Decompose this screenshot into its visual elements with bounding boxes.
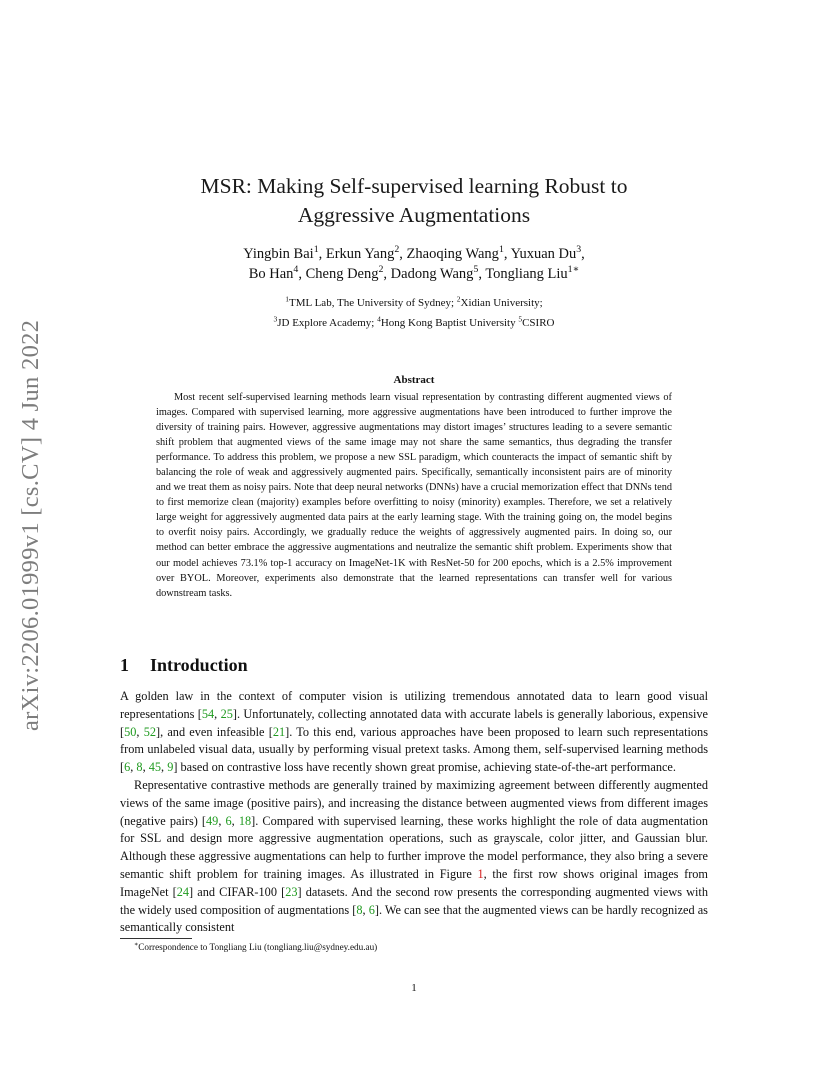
affiliation: CSIRO	[522, 317, 555, 329]
section-number: 1	[120, 655, 129, 675]
author-affil-mark: 3	[576, 244, 582, 256]
affiliation: JD Explore Academy;	[277, 317, 375, 329]
citation-link[interactable]: 9	[167, 760, 174, 775]
author-affil-mark: 4	[293, 264, 299, 276]
author-affil-mark: 5	[473, 264, 479, 276]
text-run: ,	[161, 760, 168, 775]
author-name: Zhaoqing Wang	[406, 246, 499, 262]
footnote-mark: ∗	[134, 940, 139, 948]
figure-ref-link[interactable]: 1	[477, 866, 484, 881]
arxiv-side-stamp: arXiv:2206.01999v1 [cs.CV] 4 Jun 2022	[17, 319, 44, 731]
author-line-1: Yingbin Bai$^1$, Erkun Yang$^2$, Zhaoqing Wang$^1$, Yuxuan Du$^3$,	[243, 244, 585, 262]
text-run: ] based on contrastive loss have recently shown great promise, achieving state-of-the-art performance.	[173, 760, 676, 775]
author-name: Erkun Yang	[325, 246, 395, 262]
citation-link[interactable]: 6	[225, 813, 232, 828]
citation-link[interactable]: 8	[356, 902, 363, 917]
text-run: ,	[231, 813, 239, 828]
citation-link[interactable]: 52	[143, 724, 156, 739]
paragraph	[120, 777, 708, 937]
citation-link[interactable]: 25	[220, 706, 233, 721]
page-number: 1	[411, 982, 417, 994]
citation-link[interactable]: 6	[124, 760, 131, 775]
citation-link[interactable]: 24	[176, 884, 190, 899]
author-name: Cheng Deng	[305, 266, 379, 282]
title-line-2: Aggressive Augmentations	[297, 203, 531, 227]
citation-link[interactable]: 8	[136, 760, 143, 775]
text-run: ]. To this end, various approaches have been proposed to learn such representations from unlabeled visual data, usually by performing visual pretext tasks. Among them, self-supervised learning methods [	[120, 724, 708, 775]
author-name: Yingbin Bai	[243, 246, 314, 262]
text-run: ], and even infeasible [	[155, 724, 273, 739]
citation-link[interactable]: 54	[201, 706, 215, 721]
text-run: ]. Compared with supervised learning, these works highlight the role of data augmentation for SSL and design more aggressive augmentation operations, such as grayscale, color jitter, and Gaussian blur. Although these aggressive augmentations can help to further improve the model performance, they also bring a severe semantic shift problem for training images. As illustrated in Figure	[120, 813, 708, 881]
footnote	[134, 942, 377, 952]
citation-link[interactable]: 45	[148, 760, 162, 775]
section-title: Introduction	[150, 655, 248, 675]
paragraph	[120, 688, 708, 777]
abstract-heading: Abstract	[393, 374, 435, 386]
affiliations	[120, 293, 708, 333]
text-run: ,	[130, 760, 137, 775]
author-name: Dadong Wang	[390, 266, 474, 282]
text-run: ] and CIFAR-100 [	[189, 884, 286, 899]
text-run: A golden law in the context of computer vision is utilizing tremendous annotated data to learn good visual representations [	[120, 689, 708, 721]
paper-title	[120, 172, 708, 230]
citation-link[interactable]: 49	[206, 813, 219, 828]
text-run: ]. Unfortunately, collecting annotated data with accurate labels is generally laborious, expensive [	[120, 706, 709, 739]
text-run: Representative contrastive methods are generally trained by maximizing agreement between differently augmented views of the same image (positive pairs), and increasing the distance between augmented views from different images (negative pairs) [	[120, 777, 708, 828]
text-run: , the first row shows original images from ImageNet [	[120, 866, 708, 899]
title-line-1: MSR: Making Self-supervised learning Robust to	[200, 174, 628, 198]
text-run: ,	[142, 760, 149, 775]
citation-link[interactable]: 21	[272, 724, 286, 739]
footnote-rule	[120, 938, 192, 939]
text-run: ,	[136, 724, 144, 739]
abstract-body: Most recent self-supervised learning methods learn visual representation by contrasting different augmented views of images. Compared with supervised learning, more aggressive augmentations have been introduced to further improve the diversity of training pairs. However, aggressive augmentations may distort images’ structures leading to a severe semantic shift problem that augmented views of the same image may not share the same semantics, thus degrading the transfer performance. To address this problem, we propose a new SSL paradigm, which counteracts the impact of semantic shift by balancing the role of weak and aggressively augmented pairs. Specifically, semantically inconsistent pairs are of minority and we treat them as noisy pairs. Note that deep neural networks (DNNs) have a crucial memorization effect that DNNs tend to first memorize clean (majority) examples before overfitting to noisy (minority) examples. Therefore, we set a relatively large weight for aggressively augmented data pairs at the early learning stage. With the training going on, the model begins to overfit noisy pairs. Accordingly, we gradually reduce the weights of aggressively augmented pairs. In doing so, our method can better embrace the aggressive augmentations and neutralize the semantic shift problem. Experiments show that our model achieves 73.1% top-1 accuracy on ImageNet-1K with ResNet-50 for 200 epochs, which is a 2.5% improvement over BYOL. Moreover, experiments also demonstrate that the learned representations can transfer well for various downstream tasks.	[156, 392, 672, 599]
text-run: ,	[218, 813, 226, 828]
affiliation: TML Lab, The University of Sydney;	[289, 297, 455, 309]
author-affil-mark: 1∗	[567, 264, 580, 276]
author-name: Tongliang Liu	[485, 266, 568, 282]
affiliation: Xidian University;	[460, 297, 543, 309]
author-affil-mark: 2	[378, 264, 384, 276]
text-run: ,	[214, 706, 221, 721]
text-run: ]. We can see that the augmented views can be hardly recognized as semantically consistent	[120, 902, 708, 935]
author-affil-mark: 1	[498, 244, 504, 256]
text-run: ,	[362, 902, 369, 917]
citation-link[interactable]: 23	[285, 884, 298, 899]
author-list	[120, 244, 708, 284]
citation-link[interactable]: 18	[238, 813, 252, 828]
author-name: Bo Han	[248, 266, 294, 282]
affiliation: Hong Kong Baptist University	[380, 317, 516, 329]
author-line-2: Bo Han$^4$, Cheng Deng$^2$, Dadong Wang$^5$, Tongliang Liu$^{1∗}$	[248, 264, 580, 282]
citation-link[interactable]: 6	[368, 902, 375, 917]
affiliation-line-2: $^3$JD Explore Academy; $^4$Hong Kong Baptist University $^5$CSIRO	[273, 314, 555, 329]
author-affil-mark: 2	[394, 244, 400, 256]
affiliation-line-1: $^1$TML Lab, The University of Sydney; $^2$Xidian University;	[285, 294, 543, 309]
section-heading	[120, 655, 248, 676]
text-run: ] datasets. And the second row presents the corresponding augmented views with the widely used composition of augmentations [	[120, 884, 708, 917]
author-name: Yuxuan Du	[510, 246, 577, 262]
author-affil-mark: 1	[313, 244, 319, 256]
citation-link[interactable]: 50	[124, 724, 137, 739]
footnote-text: Correspondence to Tongliang Liu (tongliang.liu@sydney.edu.au)	[138, 942, 378, 952]
introduction-body	[120, 688, 708, 937]
